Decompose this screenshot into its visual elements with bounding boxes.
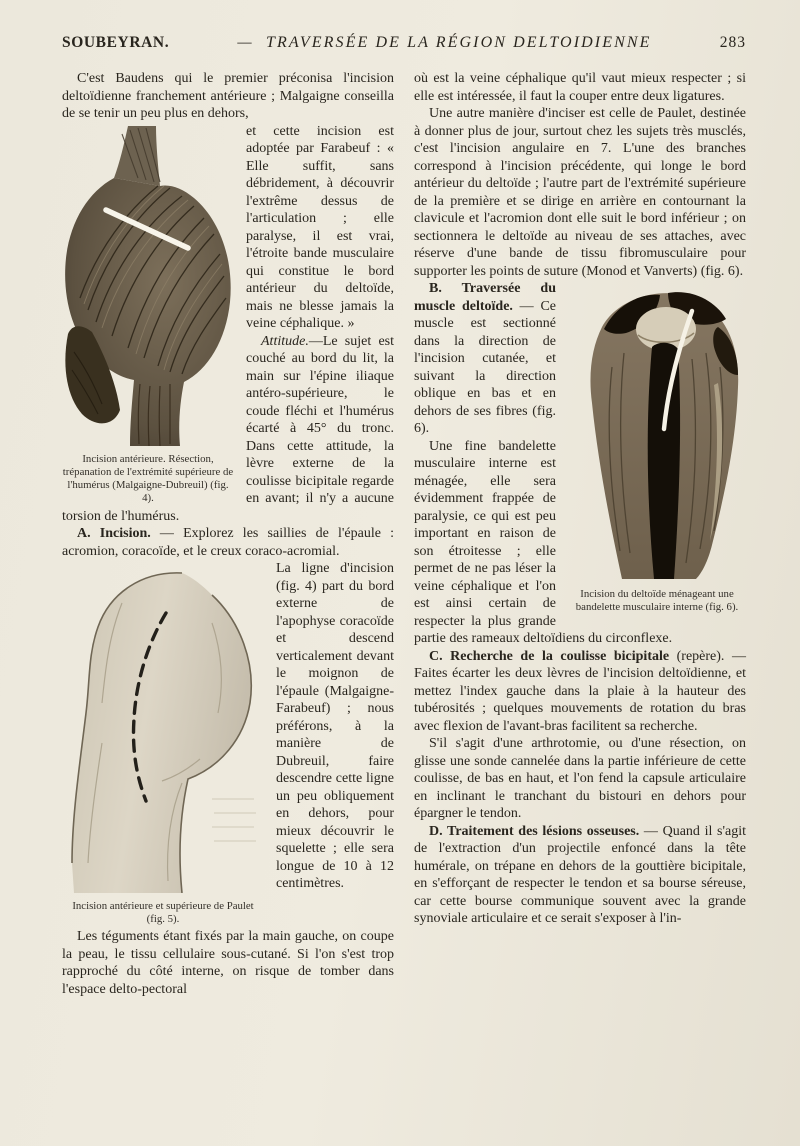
- running-author: SOUBEYRAN.: [62, 34, 170, 51]
- incision-lead: A. Incision.: [77, 526, 151, 541]
- paragraph-paulet: Une autre manière d'inciser est celle de Paulet, destinée à donner plus de jour, surtout chez les sujets très musclés, c'est l'incision angulaire en 7. L'une des branches correspond à l'incision précédente, qui longe le bord antérieur du deltoïde ; l'autre part de l'extrémité supérieure de la première et se dirige en arrière en contournant la clavicule et l'acromion dont elle suit le bord inférieur ; on sectionnera le deltoïde au niveau de ses attaches, avec réserve d'une bande de tissu fibromusculaire pour supporter les points de suture (Monod et Vanverts) (fig. 6).: [414, 106, 746, 279]
- running-title: [169, 34, 720, 52]
- paragraph-teguments: Les téguments étant fixés par la main gauche, on coupe la peau, le tissu cellulaire sous-cutané. Si l'on s'est trop rapproché du côté interne, on risque de tomber dans l'espace delto-pectoral: [62, 929, 394, 997]
- figure-4: [62, 126, 234, 505]
- title-text: TRAVERSÉE DE LA RÉGION DELTOIDIENNE: [265, 34, 652, 51]
- paragraph-ligne: La ligne d'incision (fig. 4) part du bord externe de l'apophyse coracoïde et descend verticalement devant le moignon de l'épaule (Malgaigne-Farabeuf) ; nous préférons, à la manière de Dubreuil, faire descendre cette ligne un peu obliquement en dehors, pour mieux découvrir le squelette ; elle sera longue de 10 à 12 centimètres.: [276, 561, 394, 891]
- figure-5: [62, 563, 264, 926]
- incision-text: — Explorez les saillies de l'épaule : acromion, coracoïde, et le creux coraco-acromial.: [62, 526, 394, 559]
- page-header: [62, 34, 746, 52]
- paragraph-veine: où est la veine céphalique qu'il vaut mieux respecter ; si elle est intéressée, il faut la couper entre deux ligatures.: [414, 71, 746, 104]
- paragraph-farabeuf: et cette incision est adoptée par Farabeuf : « Elle suffit, sans débridement, à découvrir l'extrême dessus de l'articulation ; elle paralyse, il est vrai, l'étroite bande musculaire qui constitue le bord antérieur du deltoïde, mais ne blesse jamais la veine céphalique. »: [246, 123, 394, 331]
- figure-4-caption: Incision antérieure. Résection, trépanation de l'extrémité supérieure de l'humérus (Malgaigne-Dubreuil) (fig. 4).: [62, 452, 234, 504]
- figure-6-caption: Incision du deltoïde ménageant une bandelette musculaire interne (fig. 6).: [575, 588, 739, 613]
- traitement-text: — Quand il s'agit de l'extraction d'un projectile enfoncé dans la tête humérale, on trépane en dehors de la gouttière bicipitale, en s'efforçant de respecter le tendon et sa bourse séreuse, car cette bourse communique souvent avec la grande synoviale articulaire et ce serait s'exposer à l'in-: [414, 823, 746, 926]
- title-dash: —: [237, 34, 254, 51]
- paragraph-traitement: [414, 823, 746, 928]
- paragraph-incision-heading: [62, 525, 394, 560]
- attitude-text: —Le sujet est couché au bord du lit, la main sur l'épine iliaque antéro-supérieure, le coude fléchi et l'humérus écarté à 45° du tronc. Dans cette attitude, la lèvre externe de la coulisse bicipitale regarde en avant; il n'y a aucune torsion de l'humérus.: [62, 333, 394, 524]
- figure-4-section: [62, 123, 394, 526]
- figure-5-illustration: [62, 563, 264, 893]
- figure-5-section: [62, 560, 394, 928]
- paragraph-arthrotomie: S'il s'agit d'une arthrotomie, ou d'une résection, on glisse une sonde cannelée dans la partie inférieure de cette coulisse, de bas en haut, et l'on fend la capsule articulaire en inclinant le tranchant du bistouri en dehors pour épargner le tendon.: [414, 736, 746, 821]
- right-column: [414, 70, 746, 998]
- paragraph-recherche: [414, 648, 746, 736]
- attitude-lead: Attitude.: [261, 333, 309, 349]
- page-number: 283: [719, 34, 746, 51]
- traversee-text: — Ce muscle est sectionné dans la direction de l'incision cutanée, et suivant la direction oblique en bas et en dehors de ses fibres (fig. 6).: [414, 298, 556, 436]
- traversee-lead: B. Traversée du muscle deltoïde.: [414, 281, 556, 314]
- paragraph-bandelette: Une fine bandelette musculaire interne est ménagée, elle sera évidemment frappée de paralysie, ce qui est peu important en raison de son étroitesse ; elle permet de ne pas léser la veine céphalique et l'on est ainsi certain de respecter la plus grande partie des rameaux deltoïdiens du circonflexe.: [414, 438, 673, 646]
- left-column: [62, 70, 394, 998]
- figure-4-illustration: [62, 126, 234, 446]
- figure-6: [568, 283, 746, 614]
- figure-6-illustration: [568, 283, 746, 581]
- paragraph-intro: C'est Baudens qui le premier préconisa l'incision deltoïdienne franchement antérieure ; Malgaigne conseilla de se tenir un peu plus en dehors,: [62, 71, 394, 121]
- recherche-lead: C. Recherche de la coulisse bicipitale: [429, 648, 670, 664]
- traitement-lead: D. Traitement des lésions osseuses.: [429, 823, 640, 839]
- figure-5-caption: Incision antérieure et supérieure de Paulet (fig. 5).: [72, 900, 254, 925]
- figure-6-section: [414, 280, 746, 648]
- text-columns: [62, 70, 746, 998]
- recherche-text: (repère). — Faites écarter les deux lèvres de l'incision deltoïdienne, et mettez l'index gauche dans la plaie à la hauteur des tubérosités ; quelques mouvements de rotation du bras avec flexion de l'avant-bras facilitent sa recherche.: [414, 648, 746, 734]
